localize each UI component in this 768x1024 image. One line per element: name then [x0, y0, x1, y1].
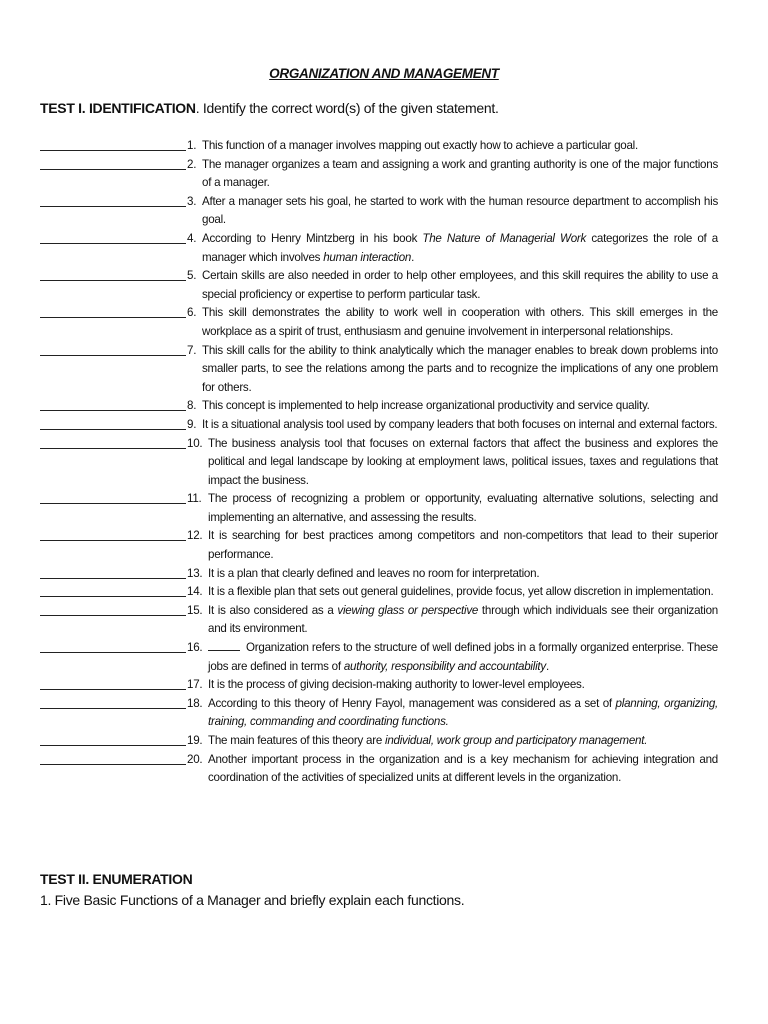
test-2-heading: TEST II. ENUMERATION	[40, 871, 193, 887]
answer-blank[interactable]	[40, 416, 186, 430]
answer-blank[interactable]	[40, 193, 186, 207]
item-number: 20.	[187, 752, 203, 766]
statement-text: It is a flexible plan that sets out general guidelines, provide focus, yet allow discretion in implementation.	[208, 585, 714, 599]
item-number: 6.	[187, 306, 197, 320]
statement-text: It is a situational analysis tool used by company leaders that both focuses on internal and external factors.	[202, 417, 718, 431]
answer-blank[interactable]	[40, 137, 186, 151]
inline-answer-blank[interactable]	[208, 639, 240, 651]
answer-blank[interactable]	[40, 490, 186, 504]
answer-blank[interactable]	[40, 435, 186, 449]
identification-items	[40, 137, 718, 788]
italic-term: human interaction	[323, 250, 412, 264]
statement-text: It is a plan that clearly defined and leaves no room for interpretation.	[208, 566, 540, 580]
identification-item	[40, 639, 718, 676]
item-statement	[208, 751, 718, 788]
statement-text: According to Henry Mintzberg in his book	[202, 231, 423, 245]
item-number: 3.	[187, 194, 197, 208]
answer-blank[interactable]	[40, 156, 186, 170]
answer-blank[interactable]	[40, 751, 186, 765]
test-1-instruction: . Identify the correct word(s) of the given statement.	[195, 100, 499, 116]
test-1-heading	[40, 100, 499, 116]
identification-item	[40, 397, 718, 416]
item-statement	[208, 639, 718, 676]
item-number: 1.	[187, 139, 197, 152]
item-number: 5.	[187, 269, 197, 283]
item-number: 14.	[187, 585, 203, 599]
statement-text: After a manager sets his goal, he started to work with the human resource department to accomplish his goal.	[202, 194, 718, 227]
item-statement	[208, 490, 718, 527]
statement-text: This concept is implemented to help increase organizational productivity and service quality.	[202, 399, 650, 413]
item-statement	[202, 416, 718, 435]
item-number: 19.	[187, 734, 203, 747]
item-statement	[208, 602, 718, 639]
item-statement	[208, 527, 718, 564]
item-statement	[202, 397, 718, 416]
identification-item	[40, 676, 718, 695]
identification-item	[40, 416, 718, 435]
identification-item	[40, 602, 718, 639]
test-1-title: TEST I. IDENTIFICATION	[40, 100, 196, 116]
statement-text: through which individuals see their organization and its environment.	[208, 603, 718, 636]
item-statement	[208, 695, 718, 732]
answer-blank[interactable]	[40, 342, 186, 356]
item-number: 16.	[187, 641, 203, 655]
identification-item	[40, 342, 718, 398]
identification-item	[40, 732, 718, 751]
answer-blank[interactable]	[40, 583, 186, 597]
statement-text: This skill demonstrates the ability to work well in cooperation with others. This skill emerges in the workplace as a spirit of trust, enthusiasm and genuine involvement in interpersonal relationships.	[202, 306, 718, 338]
statement-text: It is also considered as a	[208, 603, 338, 617]
identification-item	[40, 193, 718, 230]
identification-item	[40, 565, 718, 584]
statement-text: The business analysis tool that focuses on external factors that affect the business and explores the political and legal landscape by looking at employment laws, political issues, taxes and regulations that impact the business.	[208, 436, 718, 487]
statement-text: categorizes the role of a manager which involves	[202, 231, 718, 264]
answer-blank[interactable]	[40, 527, 186, 541]
item-number: 8.	[187, 399, 197, 413]
answer-blank[interactable]	[40, 695, 186, 709]
answer-blank[interactable]	[40, 639, 186, 653]
item-statement	[208, 732, 718, 751]
item-number: 4.	[187, 231, 197, 245]
identification-item	[40, 527, 718, 564]
identification-item	[40, 230, 718, 267]
statement-text: It is searching for best practices among competitors and non-competitors that lead to their superior performance.	[208, 529, 718, 562]
item-statement	[208, 565, 718, 584]
identification-item	[40, 751, 718, 788]
statement-text: Another important process in the organization and is a key mechanism for achieving integration and coordination of the activities of specialized units at different levels in the organization.	[208, 752, 718, 785]
item-number: 13.	[187, 566, 203, 580]
item-number: 18.	[187, 696, 203, 710]
identification-item	[40, 304, 718, 341]
statement-text: .	[545, 659, 549, 673]
statement-text: This function of a manager involves mapping out exactly how to achieve a particular goal.	[202, 139, 638, 152]
identification-item	[40, 137, 718, 156]
item-statement	[202, 304, 718, 341]
answer-blank[interactable]	[40, 565, 186, 579]
item-number: 7.	[187, 343, 197, 357]
document-title: ORGANIZATION AND MANAGEMENT	[269, 66, 499, 81]
statement-text: It is the process of giving decision-making authority to lower-level employees.	[208, 678, 585, 692]
enumeration-item: 1. Five Basic Functions of a Manager and briefly explain each functions.	[40, 892, 465, 908]
statement-text: The main features of this theory are	[208, 734, 385, 747]
italic-term: viewing glass or perspective	[337, 603, 479, 617]
italic-term: The Nature of Managerial Work	[422, 231, 587, 245]
statement-text: This skill calls for the ability to think analytically which the manager enables to break down problems into smaller parts, to see the relations among the parts and to recognize the implications of any one problem for others.	[202, 343, 718, 394]
item-statement	[202, 156, 718, 193]
identification-item	[40, 435, 718, 491]
item-statement	[202, 137, 718, 156]
item-statement	[208, 435, 718, 491]
italic-term: individual, work group and participatory management.	[385, 734, 648, 747]
identification-item	[40, 583, 718, 602]
identification-item	[40, 490, 718, 527]
answer-blank[interactable]	[40, 304, 186, 318]
italic-term: authority, responsibility and accountability	[343, 659, 546, 673]
answer-blank[interactable]	[40, 602, 186, 616]
statement-text: Certain skills are also needed in order to help other employees, and this skill requires the ability to use a special proficiency or expertise to perform particular task.	[202, 269, 718, 301]
statement-text: Organization refers to the structure of well defined jobs in a formally organized enterprise. These jobs are defined in terms of	[208, 641, 718, 673]
answer-blank[interactable]	[40, 267, 186, 281]
identification-item	[40, 695, 718, 732]
statement-text: .	[411, 250, 415, 264]
answer-blank[interactable]	[40, 732, 186, 746]
item-number: 11.	[187, 492, 202, 506]
statement-text: The manager organizes a team and assigning a work and granting authority is one of the major functions of a manager.	[202, 157, 718, 190]
answer-blank[interactable]	[40, 230, 186, 244]
item-number: 15.	[187, 603, 203, 617]
identification-item	[40, 156, 718, 193]
item-number: 12.	[187, 529, 203, 543]
italic-term: planning, organizing, training, commanding and coordinating functions.	[208, 696, 718, 729]
item-statement	[208, 583, 718, 602]
item-statement	[202, 342, 718, 398]
item-number: 17.	[187, 678, 203, 692]
item-statement	[202, 193, 718, 230]
item-statement	[202, 267, 718, 304]
answer-blank[interactable]	[40, 676, 186, 690]
item-number: 10.	[187, 436, 203, 450]
item-statement	[208, 676, 718, 695]
item-statement	[202, 230, 718, 267]
answer-blank[interactable]	[40, 397, 186, 411]
identification-item	[40, 267, 718, 304]
statement-text: According to this theory of Henry Fayol, management was considered as a set of	[208, 696, 616, 710]
item-number: 9.	[187, 417, 197, 431]
item-number: 2.	[187, 157, 197, 171]
statement-text: The process of recognizing a problem or opportunity, evaluating alternative solutions, selecting and implementing an alternative, and assessing the results.	[208, 492, 718, 524]
